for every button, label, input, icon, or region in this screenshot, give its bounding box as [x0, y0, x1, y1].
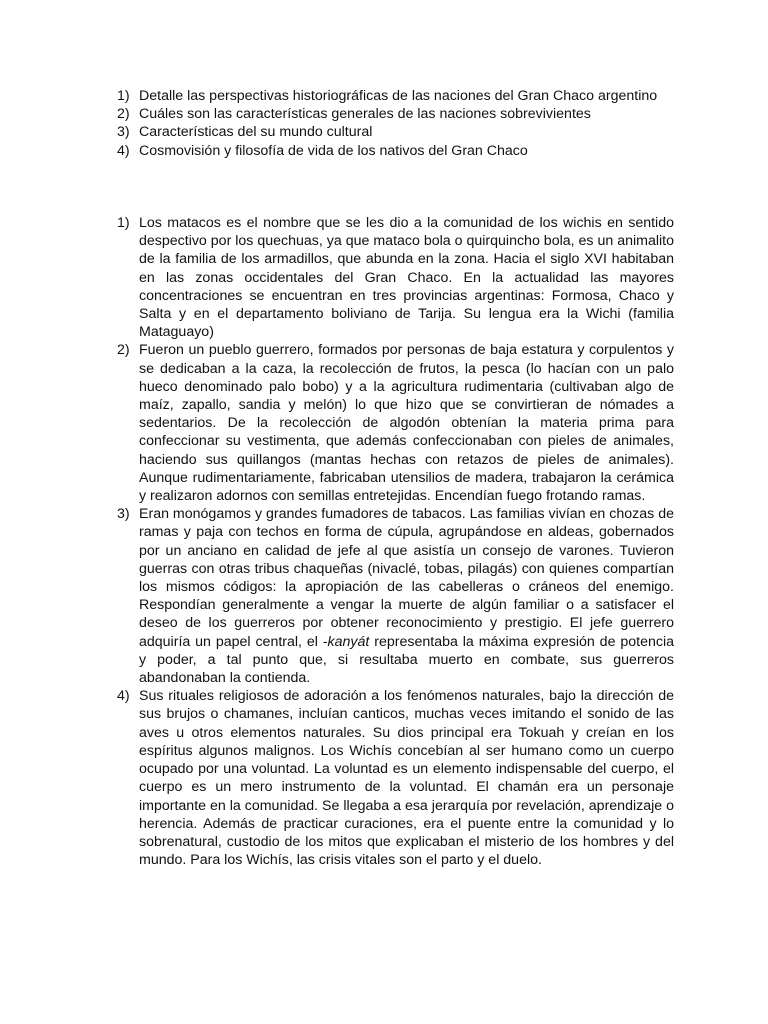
question-number: 4)	[117, 142, 130, 159]
question-item	[117, 105, 674, 123]
answer-number: 1)	[117, 215, 130, 231]
answer-text: Fueron un pueblo guerrero, formados por personas de baja estatura y corpulentos y se dedicaban a la caza, la recolección de frutos, la pesca (lo hacían con un palo hueco denominado palo bobo) y a la agricultura rudimentaria (cultivaban algo de maíz, zapallo, sandia y melón) lo que hizo que se convirtieran de nómades a sedentarios. De la recolección de algodón obtenían la materia prima para confeccionar su vestimenta, que además confeccionaban con pieles de animales, haciendo sus quillangos (mantas hechas con retazos de pieles de animales). Aunque rudimentariamente, fabricaban utensilios de madera, trabajaron la cerámica y realizaron adornos con semillas entretejidas. Encendían fuego frotando ramas.	[139, 342, 674, 505]
answer-text	[139, 506, 674, 686]
answer-text: Sus rituales religiosos de adoración a los fenómenos naturales, bajo la dirección de sus brujos o chamanes, incluían canticos, muchas veces imitando el sonido de las aves u otros elementos naturales. Su dios principal era Tokuah y creían en los espíritus algunos malignos. Los Wichís concebían al ser humano como un cuerpo ocupado por una voluntad. La voluntad es un elemento indispensable del cuerpo, el cuerpo es un mero instrumento de la voluntad. El chamán era un personaje importante en la comunidad. Se llegaba a esa jerarquía por revelación, aprendizaje o herencia. Además de practicar curaciones, era el puente entre la comunidad y lo sobrenatural, custodio de los mitos que explicaban el misterio de los hombres y del mundo. Para los Wichís, las crisis vitales son el parto y el duelo.	[139, 688, 674, 869]
question-number: 3)	[117, 124, 130, 141]
answer-text-before: Eran monógamos y grandes fumadores de tabacos. Las familias vivían en chozas de ramas y paja con techos en forma de cúpula, agrupándose en aldeas, gobernados por un anciano en calidad de jefe al que asistía un consejo de varones. Tuvieron guerras con otras tribus chaqueñas (nivaclé, tobas, pilagás) con quienes compartían los mismos códigos: la apropiación de las cabelleras o cráneos del enemigo. Respondían generalmente a vengar la muerte de algún familiar o a satisfacer el deseo de los guerreros por obtener reconocimiento y prestigio. El jefe guerrero adquiría un papel central, el -	[139, 506, 674, 650]
question-text: Cosmovisión y filosofía de vida de los nativos del Gran Chaco	[139, 142, 528, 159]
answer-item	[117, 505, 674, 687]
questions-list	[117, 87, 674, 160]
answer-number: 2)	[117, 342, 130, 359]
answer-item	[117, 341, 674, 505]
answer-number: 3)	[117, 506, 130, 523]
answer-text-after: representaba la máxima expresión de potencia y poder, a tal punto que, si resultaba muerto en combate, sus guerreros abandonaban la contienda.	[139, 633, 674, 687]
answer-number: 4)	[117, 688, 130, 705]
question-number: 2)	[117, 106, 130, 123]
question-text: Características del su mundo cultural	[139, 124, 373, 141]
answer-item	[117, 214, 674, 341]
answers-list	[117, 214, 674, 869]
question-item	[117, 123, 674, 141]
question-text: Cuáles son las características generales de las naciones sobrevivientes	[139, 106, 591, 123]
italic-term: kanyát	[327, 633, 370, 650]
answer-item	[117, 687, 674, 869]
answer-text: Los matacos es el nombre que se les dio a la comunidad de los wichis en sentido despectivo por los quechuas, ya que mataco bola o quirquincho bola, es un animalito de la familia de los armadillos, que abunda en la zona. Hacia el siglo XVI habitaban en las zonas occidentales del Gran Chaco. En la actualidad las mayores concentraciones se encuentran en tres provincias argentinas: Formosa, Chaco y Salta y en el departamento boliviano de Tarija. Su lengua era la Wichi (familia Mataguayo)	[139, 215, 674, 341]
question-number: 1)	[117, 88, 130, 104]
question-item	[117, 142, 674, 160]
question-item	[117, 87, 674, 105]
question-text: Detalle las perspectivas historiográficas de las naciones del Gran Chaco argentino	[139, 88, 658, 104]
